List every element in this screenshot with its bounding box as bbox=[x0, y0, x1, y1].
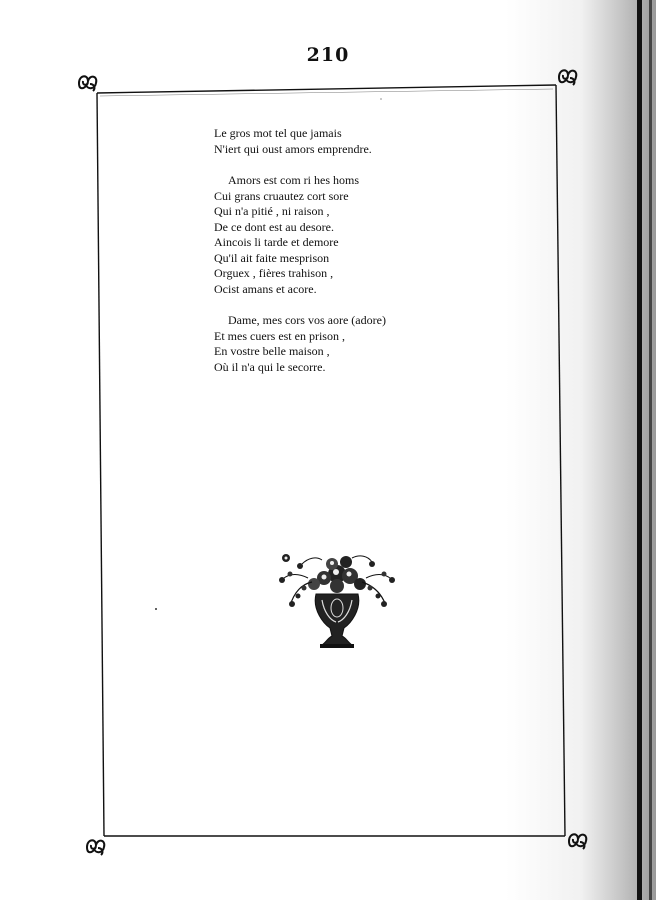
verse-line: N'iert qui oust amors emprendre. bbox=[214, 141, 372, 156]
poem-text bbox=[214, 126, 534, 391]
verse-line: Qu'il ait faite mesprison bbox=[214, 250, 330, 265]
verse-line: Le gros mot tel que jamais bbox=[214, 126, 342, 140]
verse-line: Orguex , fières trahison , bbox=[214, 266, 334, 280]
verse-line: Et mes cuers est en prison , bbox=[214, 328, 345, 343]
corner-fleuron-bottom-left-icon bbox=[84, 836, 108, 858]
stanza bbox=[214, 313, 534, 375]
page-number: 210 bbox=[306, 44, 350, 66]
verse-line: Où il n'a qui le secorre. bbox=[214, 359, 326, 374]
corner-fleuron-top-right-icon bbox=[556, 66, 580, 88]
stanza bbox=[214, 126, 534, 157]
verse-line: De ce dont est au desore. bbox=[214, 219, 334, 234]
verse-line: Qui n'a pitié , ni raison , bbox=[214, 204, 330, 218]
verse-line: Aincois li tarde et demore bbox=[214, 235, 339, 249]
verse-line: Ocist amans et acore. bbox=[214, 281, 317, 296]
verse-line: Cui grans cruautez cort sore bbox=[214, 188, 349, 203]
stanza bbox=[214, 173, 534, 297]
corner-fleuron-top-left-icon bbox=[76, 72, 100, 94]
verse-line: En vostre belle maison , bbox=[214, 344, 330, 358]
verse-line: Dame, mes cors vos aore (adore) bbox=[228, 313, 386, 327]
paper-speck bbox=[380, 98, 382, 100]
paper-speck bbox=[155, 608, 157, 610]
verse-line: Amors est com ri hes homs bbox=[228, 173, 359, 187]
corner-fleuron-bottom-right-icon bbox=[566, 830, 590, 852]
flower-vase-vignette bbox=[272, 552, 402, 652]
